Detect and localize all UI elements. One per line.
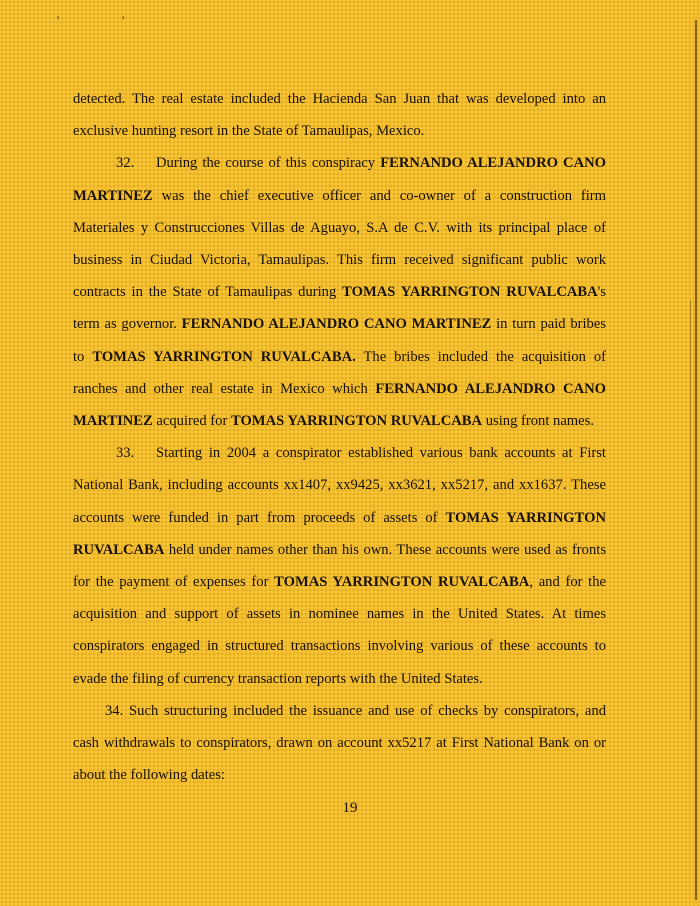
page-number: 19 bbox=[342, 800, 358, 816]
defendant-name: FERNANDO ALEJANDRO CANO MARTINEZ bbox=[73, 380, 607, 430]
paragraph-text: detected. The real estate included the Hacienda San Juan that was developed into an exclusive hunting resort in the State of Tamaulipas, Mexico. bbox=[73, 91, 606, 140]
body-text bbox=[73, 83, 606, 791]
scan-edge-line bbox=[695, 20, 697, 900]
paragraph-text: , and for the acquisition and support of assets in nominee names in the United States. At times conspirators engaged in structured transactions involving various of these accounts to evade the filing of currency transaction reports with the United States. bbox=[73, 574, 606, 687]
paragraph-text: 34. Such structuring included the issuance and use of checks by conspirators, and cash withdrawals to conspirators, drawn on account xx5217 at First National Bank on or about the following dates: bbox=[73, 702, 606, 784]
defendant-name: TOMAS YARRINGTON RUVALCABA. bbox=[92, 348, 356, 365]
defendant-name: TOMAS YARRINGTON RUVALCABA bbox=[230, 413, 483, 430]
defendant-name: FERNANDO ALEJANDRO CANO MARTINEZ bbox=[181, 316, 492, 333]
defendant-name: TOMAS YARRINGTON RUVALCABA bbox=[342, 284, 598, 301]
paragraph-text: using front names. bbox=[482, 413, 594, 430]
paragraph-text: was the chief executive officer and co-owner of a construction firm Materiales y Construcciones Villas de Aguayo, S.A de C.V. with its principal place of business in Ciudad Victoria, Tamaulipas. This firm received significant public work contracts in the State of Tamaulipas during bbox=[73, 187, 606, 301]
paragraph-text: in turn paid bribes to bbox=[73, 316, 606, 365]
paragraph-text: 's term as governor. bbox=[73, 284, 606, 333]
paragraph-text: During the course of this conspiracy bbox=[156, 155, 381, 172]
paragraph-text: acquired for bbox=[152, 413, 231, 430]
paragraph-continuation bbox=[73, 83, 606, 147]
paragraph-33 bbox=[73, 437, 606, 695]
paragraph-32 bbox=[73, 147, 606, 437]
scan-corner-marks: ' ' bbox=[57, 13, 155, 27]
defendant-name: FERNANDO ALEJANDRO CANO MARTINEZ bbox=[73, 155, 607, 204]
paragraph-number: 32. bbox=[116, 155, 135, 172]
defendant-name: TOMAS YARRINGTON RUVALCABA bbox=[73, 509, 606, 558]
paragraph-34 bbox=[73, 695, 606, 792]
paragraph-text: Starting in 2004 a conspirator established various bank accounts at First National Bank, including accounts xx1407, xx9425, xx3621, xx5217, and xx1637. These accounts were funded in part from proceeds of assets of bbox=[73, 445, 606, 526]
defendant-name: TOMAS YARRINGTON RUVALCABA bbox=[274, 574, 530, 591]
scan-edge-line-inner bbox=[690, 300, 691, 720]
paragraph-text: The bribes included the acquisition of ranches and other real estate in Mexico which bbox=[73, 348, 607, 397]
paragraph-text: held under names other than his own. These accounts were used as fronts for the payment of expenses for bbox=[73, 541, 606, 591]
paragraph-number: 33. bbox=[116, 445, 135, 462]
